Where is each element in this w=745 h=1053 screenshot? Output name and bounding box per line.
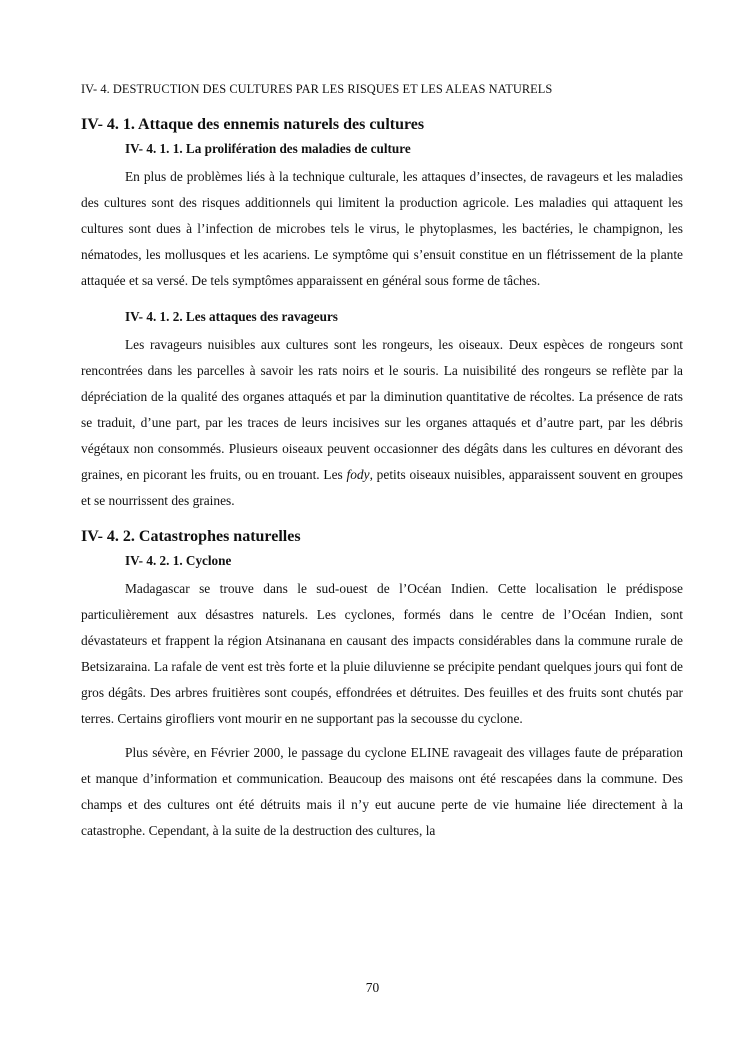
page-number: 70 <box>365 980 380 995</box>
subsection-heading-4-2-1: IV- 4. 2. 1. Cyclone <box>125 553 232 568</box>
paragraph-ravageurs <box>81 332 683 514</box>
paragraph-cyclone-1: Madagascar se trouve dans le sud-ouest de l’Océan Indien. Cette localisation le prédispose particulièrement aux désastres naturels. Les cyclones, formés dans le centre de l’Océan Indien, sont dévastateurs et frappent la région Atsinanana en causant des impacts considérables dans la commune rurale de Betsizaraina. La rafale de vent est très forte et la pluie diluvienne se précipite pendant quelques jours qui font de gros dégâts. Des arbres fruitières sont coupés, effondrées et détruites. Des feuilles et des fruits sont chutés par terres. Certains girofliers vont mourir en ne supportant pas la secousse du cyclone. <box>81 581 683 726</box>
paragraph-ravageurs-text-2: , petits oiseaux nuisibles, apparaissent souvent en groupes et se nourrissent des graines. <box>81 467 683 508</box>
paragraph-cyclone-2: Plus sévère, en Février 2000, le passage du cyclone ELINE ravageait des villages faute de préparation et manque d’information et communication. Beaucoup des maisons ont été rescapées dans la commune. Des champs et des cultures ont été détruits mais il n’y eut aucune perte de vie humaine liée directement à la catastrophe. Cependant, à la suite de la destruction des cultures, la <box>81 745 683 838</box>
section-heading-4-1: IV- 4. 1. Attaque des ennemis naturels des cultures <box>81 116 425 133</box>
document-page <box>81 78 683 852</box>
paragraph-ravageurs-italic: fody <box>346 467 370 482</box>
paragraph-ravageurs-text-1: Les ravageurs nuisibles aux cultures sont les rongeurs, les oiseaux. Deux espèces de rongeurs sont rencontrées dans les parcelles à savoir les rats noirs et le souris. La nuisibilité des rongeurs se reflète par la dépréciation de la qualité des organes attaqués et par la diminution quantitative de récoltes. La présence de rats se traduit, d’une part, par les traces de leurs incisives sur les organes attaqués et d’autre part, par les débris végétaux non consommés. Plusieurs oiseaux peuvent occasionner des dégâts dans les cultures en dévorant des graines, en picorant les fruits, ou en trouant. Les <box>81 337 683 482</box>
section-heading-4-2: IV- 4. 2. Catastrophes naturelles <box>81 528 301 545</box>
part-title: IV- 4. DESTRUCTION DES CULTURES PAR LES RISQUES ET LES ALEAS NATURELS <box>81 82 553 96</box>
subsection-heading-4-1-2: IV- 4. 1. 2. Les attaques des ravageurs <box>125 309 338 324</box>
subsection-heading-4-1-1: IV- 4. 1. 1. La prolifération des maladies de culture <box>125 141 411 156</box>
paragraph-maladies: En plus de problèmes liés à la technique culturale, les attaques d’insectes, de ravageurs et les maladies des cultures sont des risques additionnels qui limitent la production agricole. Les maladies qui attaquent les cultures sont dues à l’infection de microbes tels le virus, le phytoplasmes, les bactéries, le champignon, les nématodes, les mollusques et les acariens. Le symptôme qui s’ensuit constitue en un flétrissement de la plante attaquée et sa versé. De tels symptômes apparaissent en général sous forme de tâches. <box>81 169 683 288</box>
